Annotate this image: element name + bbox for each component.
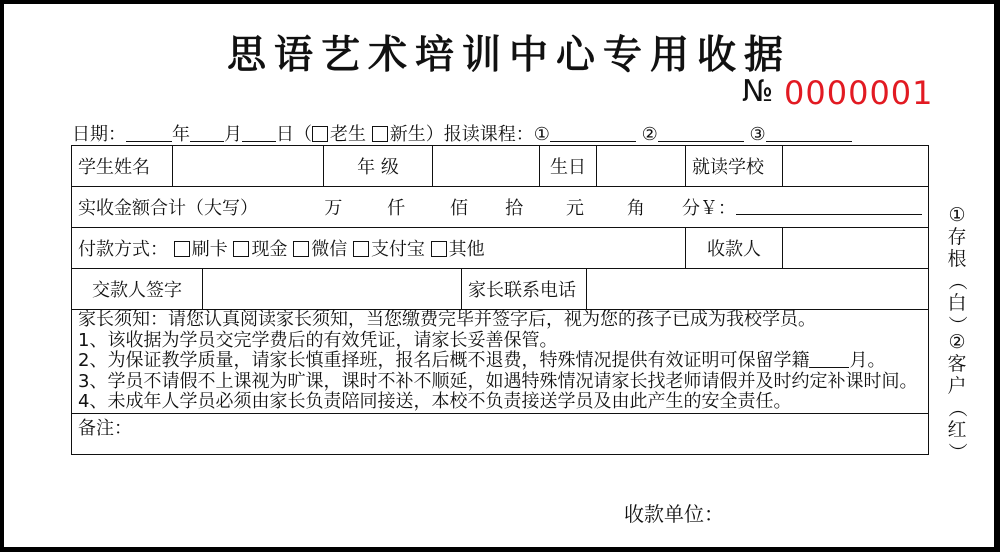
remark-label: 备注： xyxy=(78,417,132,439)
student-info-row xyxy=(72,146,929,187)
unit-bai: 佰 xyxy=(450,198,469,219)
wechat-checkbox[interactable] xyxy=(293,241,309,257)
note-line-3: 3、学员不请假不上课视为旷课，课时不补不顺延，如遇特殊情况请家长找老师请假并及时约定补课时间。 xyxy=(78,370,918,392)
old-student-label: 老生 xyxy=(330,124,366,145)
date-label: 日期： xyxy=(72,124,126,145)
unit-yuan: 元 xyxy=(565,198,584,219)
receipt-sheet xyxy=(4,4,994,547)
grade-field[interactable] xyxy=(433,146,540,187)
month-label: 月 xyxy=(224,124,242,145)
copy-customer-label: ② 客 户 （ 红 ） xyxy=(946,331,968,462)
unit-fen-label: 分￥： xyxy=(681,198,736,219)
amount-number-blank[interactable] xyxy=(736,196,922,215)
note-line-4: 4、未成年人学员必须由家长负责陪同接送，本校不负责接送学员及由此产生的安全责任。 xyxy=(78,391,792,412)
notes-row xyxy=(72,310,929,414)
other-label: 其他 xyxy=(448,239,485,260)
course-3-blank[interactable] xyxy=(766,123,852,142)
notes-intro: 家长须知：请您认真阅读家长须知，当您缴费完毕并签字后，视为您的孩子已成为我校学员。 xyxy=(78,309,816,330)
year-blank[interactable] xyxy=(126,123,172,142)
amount-row xyxy=(72,187,929,228)
unit-jiao: 角 xyxy=(626,198,645,219)
unit-shi: 拾 xyxy=(505,198,524,219)
grade-label: 年 级 xyxy=(324,146,433,187)
birthday-field[interactable] xyxy=(597,146,686,187)
parent-phone-field[interactable] xyxy=(587,269,929,309)
cash-checkbox[interactable] xyxy=(233,241,249,257)
payee-unit-label: 收款单位： xyxy=(624,502,724,526)
birthday-label: 生日 xyxy=(540,146,597,187)
unit-wan: 万 xyxy=(324,198,343,219)
payee-label: 收款人 xyxy=(686,228,783,269)
remark-row xyxy=(72,413,929,454)
school-label: 就读学校 xyxy=(686,146,783,187)
receipt-number: 0000001 xyxy=(784,74,934,112)
course-1-blank[interactable] xyxy=(550,123,636,142)
course-1-marker: ① xyxy=(533,124,550,145)
signature-row xyxy=(72,269,929,310)
card-label: 刷卡 xyxy=(191,239,228,260)
course-label: ）报读课程： xyxy=(425,124,534,145)
course-2-blank[interactable] xyxy=(658,123,744,142)
copy-stub-label: ① 存 根 （ 白 ） xyxy=(946,204,968,335)
amount-label: 实收金额合计（大写） xyxy=(78,198,258,219)
parent-phone-label: 家长联系电话 xyxy=(462,269,587,309)
month-blank[interactable] xyxy=(190,123,224,142)
school-field[interactable] xyxy=(783,146,929,187)
receipt-table xyxy=(71,145,929,455)
payer-sign-field[interactable] xyxy=(203,269,462,309)
year-label: 年 xyxy=(172,124,190,145)
old-student-checkbox[interactable] xyxy=(312,126,328,142)
alipay-checkbox[interactable] xyxy=(353,241,369,257)
receipt-title: 思语艺术培训中心专用收据 xyxy=(226,32,791,78)
card-checkbox[interactable] xyxy=(174,241,190,257)
student-name-field[interactable] xyxy=(173,146,324,187)
cash-label: 现金 xyxy=(251,239,288,260)
note-line-1: 1、该收据为学员交完学费后的有效凭证，请家长妥善保管。 xyxy=(78,329,558,351)
course-3-marker: ③ xyxy=(749,124,766,145)
receipt-number-symbol: № xyxy=(742,74,774,109)
payment-method-label: 付款方式： xyxy=(78,239,168,260)
day-label: 日（ xyxy=(276,124,312,145)
wechat-label: 微信 xyxy=(311,239,348,260)
unit-qian: 仟 xyxy=(387,198,406,219)
student-name-label: 学生姓名 xyxy=(72,146,173,187)
course-2-marker: ② xyxy=(641,124,658,145)
date-row xyxy=(72,120,852,146)
day-blank[interactable] xyxy=(242,123,276,142)
reserve-months-blank[interactable] xyxy=(809,353,849,368)
other-checkbox[interactable] xyxy=(431,241,447,257)
new-student-checkbox[interactable] xyxy=(372,126,388,142)
note-line-2: 2、为保证教学质量，请家长慎重择班，报名后概不退费，特殊情况提供有效证明可保留学籍 月。 xyxy=(78,350,886,371)
payment-row xyxy=(72,228,929,269)
alipay-label: 支付宝 xyxy=(370,239,425,260)
new-student-label: 新生 xyxy=(389,124,426,145)
payee-field[interactable] xyxy=(783,228,929,269)
payer-sign-label: 交款人签字 xyxy=(72,269,203,309)
remark-field[interactable] xyxy=(72,413,929,454)
